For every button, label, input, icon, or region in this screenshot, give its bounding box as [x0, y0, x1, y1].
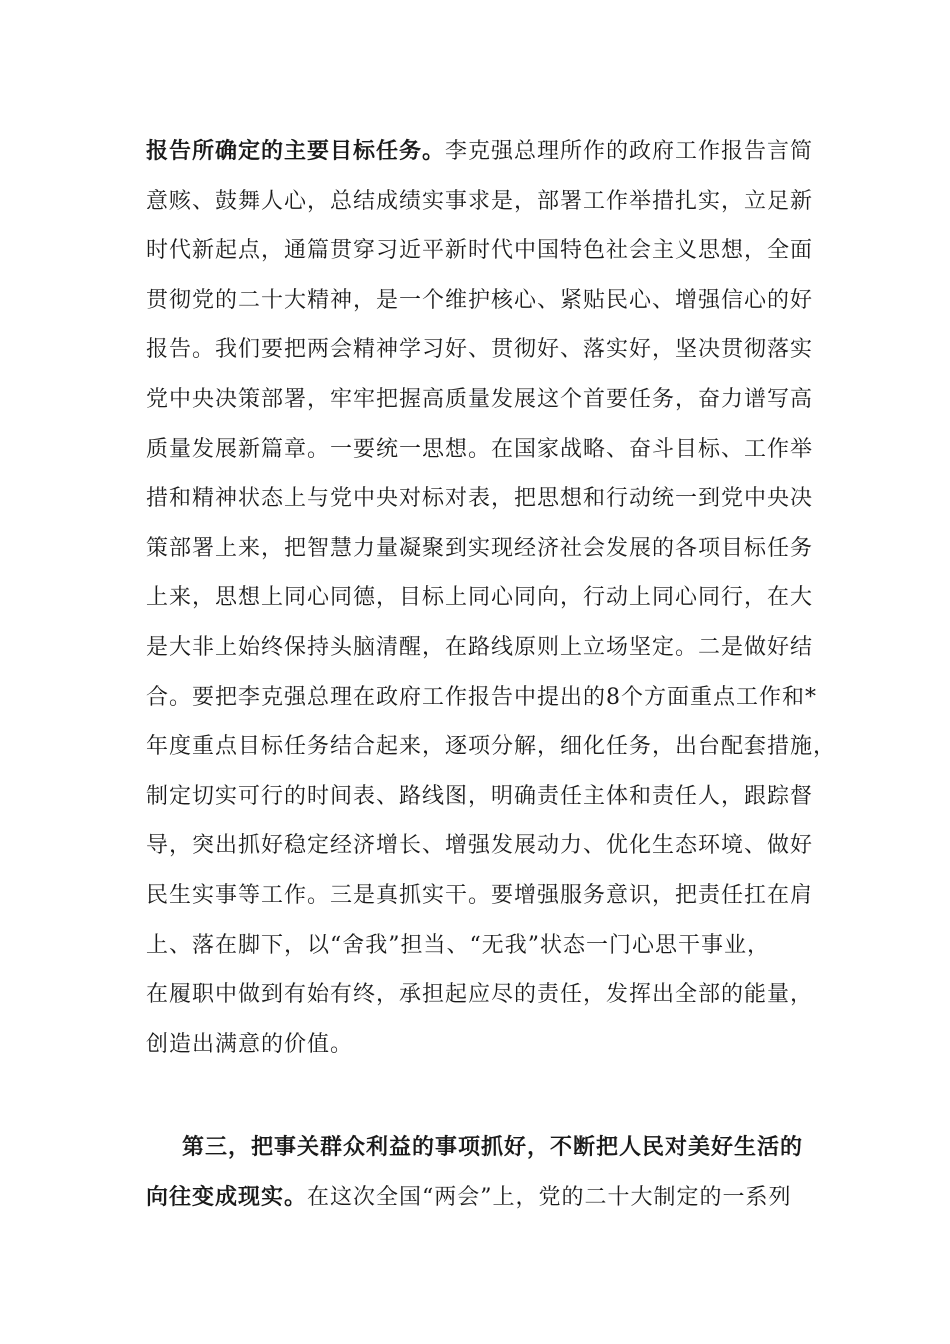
paragraph-line: 策部署上来，把智慧力量凝聚到实现经济社会发展的各项目标任务 — [146, 535, 814, 561]
paragraph-line: 时代新起点，通篇贯穿习近平新时代中国特色社会主义思想，全面 — [146, 238, 814, 264]
paragraph-line: 制定切实可行的时间表、路线图，明确责任主体和责任人，跟踪督 — [146, 783, 814, 809]
paragraph-line: 质量发展新篇章。一要统一思想。在国家战略、奋斗目标、工作举 — [146, 436, 814, 462]
paragraph-line: 是大非上始终保持头脑清醒，在路线原则上立场坚定。二是做好结 — [146, 634, 814, 660]
paragraph-line: 贯彻党的二十大精神，是一个维护核心、紧贴民心、增强信心的好 — [146, 287, 814, 313]
paragraph-line: 党中央决策部署，牢牢把握高质量发展这个首要任务，奋力谱写高 — [146, 386, 814, 412]
paragraph-line: 合。要把李克强总理在政府工作报告中提出的8个方面重点工作和* — [146, 684, 817, 710]
bold-lead-text: 报告所确定的主要目标任务。 — [146, 138, 446, 164]
body-text: 在这次全国“两会”上，党的二十大制定的一系列 — [307, 1184, 792, 1210]
paragraph-line: 在履职中做到有始有终，承担起应尽的责任，发挥出全部的能量， — [146, 982, 814, 1008]
paragraph-line: 年度重点目标任务结合起来，逐项分解，细化任务，出台配套措施， — [146, 734, 837, 760]
paragraph-line: 意赅、鼓舞人心，总结成绩实事求是，部署工作举措扎实，立足新 — [146, 188, 814, 214]
paragraph-line: 报告。我们要把两会精神学习好、贯彻好、落实好，坚决贯彻落实 — [146, 337, 814, 363]
paragraph-line — [146, 1173, 836, 1223]
paragraph-1 — [146, 127, 836, 1069]
section-heading-line: 第三，把事关群众利益的事项抓好，不断把人民对美好生活的 — [182, 1134, 804, 1160]
paragraph-line: 上、落在脚下，以“舍我”担当、“无我”状态一门心思干事业， — [146, 932, 770, 958]
paragraph-line: 导，突出抓好稳定经济增长、增强发展动力、优化生态环境、做好 — [146, 833, 814, 859]
paragraph-line: 民生实事等工作。三是真抓实干。要增强服务意识，把责任扛在肩 — [146, 882, 814, 908]
bold-lead-text: 向往变成现实。 — [146, 1183, 308, 1210]
paragraph-line: 创造出满意的价值。 — [146, 1031, 354, 1057]
paragraph-line: 上来，思想上同心同德，目标上同心同向，行动上同心同行，在大 — [146, 585, 814, 611]
body-text: 李克强总理所作的政府工作报告言简 — [445, 139, 814, 164]
paragraph-line — [146, 127, 836, 177]
paragraph-line: 措和精神状态上与党中央对标对表，把思想和行动统一到党中央决 — [146, 486, 814, 512]
paragraph-2 — [146, 1123, 836, 1222]
